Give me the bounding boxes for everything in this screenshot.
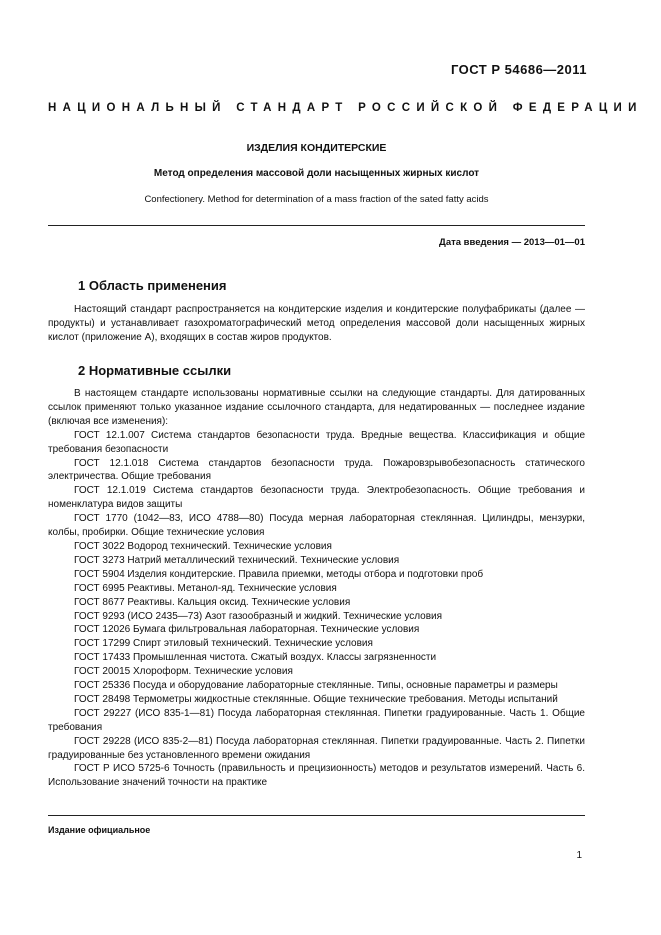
reference-item: ГОСТ 12.1.019 Система стандартов безопасности труда. Электробезопасность. Общие требования и номенклатура видов защиты	[48, 485, 585, 511]
reference-item: ГОСТ 6995 Реактивы. Метанол-яд. Технические условия	[74, 582, 337, 594]
reference-item: ГОСТ 12.1.007 Система стандартов безопасности труда. Вредные вещества. Классификация и общие требования безопасности	[48, 429, 585, 455]
national-standard-banner: НАЦИОНАЛЬНЫЙ СТАНДАРТ РОССИЙСКОЙ ФЕДЕРАЦИИ	[48, 102, 643, 114]
reference-item: ГОСТ Р ИСО 5725-6 Точность (правильность и прецизионность) методов и результатов измерений. Часть 6. Использование значений точности на практике	[48, 763, 585, 789]
footer-divider	[48, 815, 585, 816]
reference-item: ГОСТ 12.1.018 Система стандартов безопасности труда. Пожаровзрывобезопасность статического электричества. Общие требования	[48, 457, 585, 483]
english-title: Confectionery. Method for determination of a mass fraction of the sated fatty acids	[144, 194, 489, 205]
divider	[48, 225, 585, 226]
section-heading: 1 Область применения	[78, 278, 227, 293]
reference-item: ГОСТ 28498 Термометры жидкостные стеклянные. Общие технические требования. Методы испытаний	[74, 693, 558, 705]
reference-item: ГОСТ 25336 Посуда и оборудование лабораторные стеклянные. Типы, основные параметры и размеры	[74, 680, 558, 692]
paragraph: Настоящий стандарт распространяется на кондитерские изделия и кондитерские полуфабрикаты (далее — продукты) и устанавливает газохроматографический метод определения массовой доли насыщенных жирных кислот (приложение А), входящих в состав жиров продуктов.	[48, 304, 585, 343]
official-edition-label: Издание официальное	[48, 825, 151, 835]
document-title: ИЗДЕЛИЯ КОНДИТЕРСКИЕ	[246, 142, 387, 154]
section-body	[48, 303, 585, 345]
reference-item: ГОСТ 9293 (ИСО 2435—73) Азот газообразный и жидкий. Технические условия	[74, 610, 443, 622]
reference-item: ГОСТ 29228 (ИСО 835-2—81) Посуда лабораторная стеклянная. Пипетки градуированные. Часть 2. Пипетки градуированные без установленного времени ожидания	[48, 735, 585, 761]
reference-item: ГОСТ 17433 Промышленная чистота. Сжатый воздух. Классы загрязненности	[74, 652, 437, 664]
reference-item: ГОСТ 3273 Натрий металлический технический. Технические условия	[74, 554, 400, 566]
paragraph: В настоящем стандарте использованы нормативные ссылки на следующие стандарты. Для датированных ссылок применяют только указанное издание ссылочного стандарта, для недатированных — последнее издание (включая все изменения):	[48, 388, 585, 427]
reference-item: ГОСТ 1770 (1042—83, ИСО 4788—80) Посуда мерная лабораторная стеклянная. Цилиндры, мензурки, колбы, пробирки. Общие технические условия	[48, 513, 585, 539]
reference-item: ГОСТ 5904 Изделия кондитерские. Правила приемки, методы отбора и подготовки проб	[74, 568, 484, 580]
reference-item: ГОСТ 12026 Бумага фильтровальная лабораторная. Технические условия	[74, 624, 420, 636]
reference-item: ГОСТ 29227 (ИСО 835-1—81) Посуда лабораторная стеклянная. Пипетки градуированные. Часть 1. Общие требования	[48, 707, 585, 733]
reference-item: ГОСТ 17299 Спирт этиловый технический. Технические условия	[74, 638, 373, 650]
document-subtitle: Метод определения массовой доли насыщенных жирных кислот	[153, 168, 480, 179]
effective-date: Дата введения — 2013—01—01	[439, 237, 585, 248]
section-heading: 2 Нормативные ссылки	[78, 363, 232, 378]
reference-item: ГОСТ 8677 Реактивы. Кальция оксид. Технические условия	[74, 596, 351, 608]
reference-item: ГОСТ 3022 Водород технический. Технические условия	[74, 540, 332, 552]
gost-code: ГОСТ Р 54686—2011	[450, 62, 587, 77]
reference-item: ГОСТ 20015 Хлороформ. Технические условия	[74, 666, 293, 678]
section-body	[48, 387, 585, 790]
page-number: 1	[576, 850, 582, 861]
